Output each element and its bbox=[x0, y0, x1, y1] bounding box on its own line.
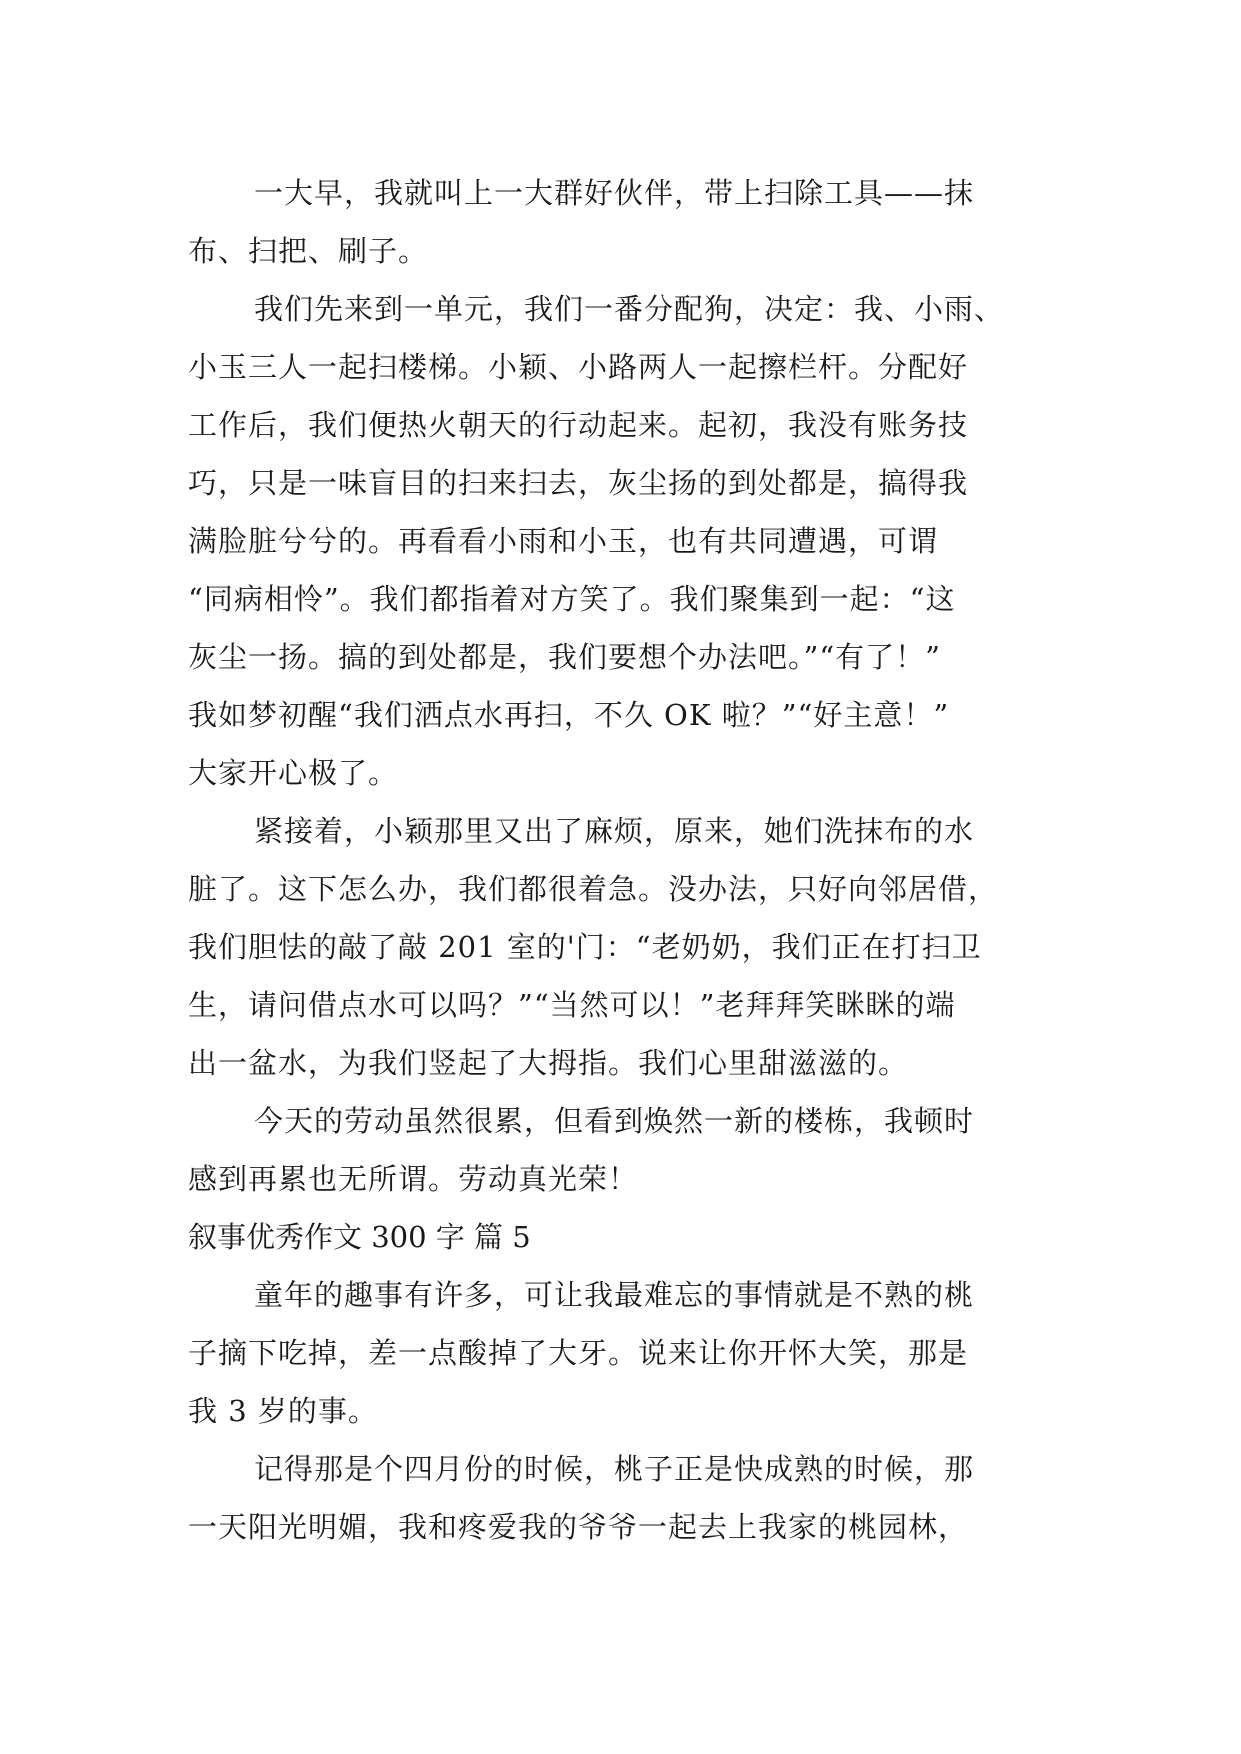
text-line: 今天的劳动虽然很累，但看到焕然一新的楼栋，我顿时 bbox=[254, 1104, 975, 1138]
text-line: 脏了。这下怎么办，我们都很着急。没办法，只好向邻居借， bbox=[188, 872, 999, 906]
text-line: 我们胆怯的敲了敲 201 室的'门：“老奶奶，我们正在打扫卫 bbox=[188, 930, 982, 964]
text-line: 我如梦初醒“我们洒点水再扫，不久 OK 啦？”“好主意！” bbox=[188, 698, 950, 732]
text-line: 感到再累也无所谓。劳动真光荣！ bbox=[188, 1162, 639, 1196]
text-line: 小玉三人一起扫楼梯。小颖、小路两人一起擦栏杆。分配好 bbox=[188, 350, 969, 384]
text-line: 一大早，我就叫上一大群好伙伴，带上扫除工具——抹 bbox=[254, 176, 975, 210]
text-line: 我 3 岁的事。 bbox=[188, 1394, 378, 1428]
text-line: 灰尘一扬。搞的到处都是，我们要想个办法吧。”“有了！” bbox=[188, 640, 941, 674]
text-line: 大家开心极了。 bbox=[188, 756, 399, 790]
text-line: 工作后，我们便热火朝天的行动起来。起初，我没有账务技 bbox=[188, 408, 969, 442]
text-line: 童年的趣事有许多，可让我最难忘的事情就是不熟的桃 bbox=[254, 1278, 975, 1312]
text-line: 巧，只是一味盲目的扫来扫去，灰尘扬的到处都是，搞得我 bbox=[188, 466, 969, 500]
text-line: 一天阳光明媚，我和疼爱我的爷爷一起去上我家的桃园林， bbox=[188, 1510, 969, 1544]
text-line: 记得那是个四月份的时候，桃子正是快成熟的时候，那 bbox=[254, 1452, 975, 1486]
document-body bbox=[188, 164, 1128, 1556]
text-line: 生，请问借点水可以吗？”“当然可以！”老拜拜笑眯眯的端 bbox=[188, 988, 956, 1022]
text-line: 布、扫把、刷子。 bbox=[188, 234, 429, 268]
text-line: 出一盆水，为我们竖起了大拇指。我们心里甜滋滋的。 bbox=[188, 1046, 909, 1080]
text-line: 子摘下吃掉，差一点酸掉了大牙。说来让你开怀大笑，那是 bbox=[188, 1336, 969, 1370]
text-line: 满脸脏兮兮的。再看看小雨和小玉，也有共同遭遇，可谓 bbox=[188, 524, 939, 558]
text-line: 紧接着，小颖那里又出了麻烦，原来，她们洗抹布的水 bbox=[254, 814, 975, 848]
section-heading: 叙事优秀作文 300 字 篇 5 bbox=[188, 1220, 531, 1254]
text-line: “同病相怜”。我们都指着对方笑了。我们聚集到一起：“这 bbox=[188, 582, 956, 616]
text-line: 我们先来到一单元，我们一番分配狗，决定：我、小雨、 bbox=[254, 292, 1005, 326]
